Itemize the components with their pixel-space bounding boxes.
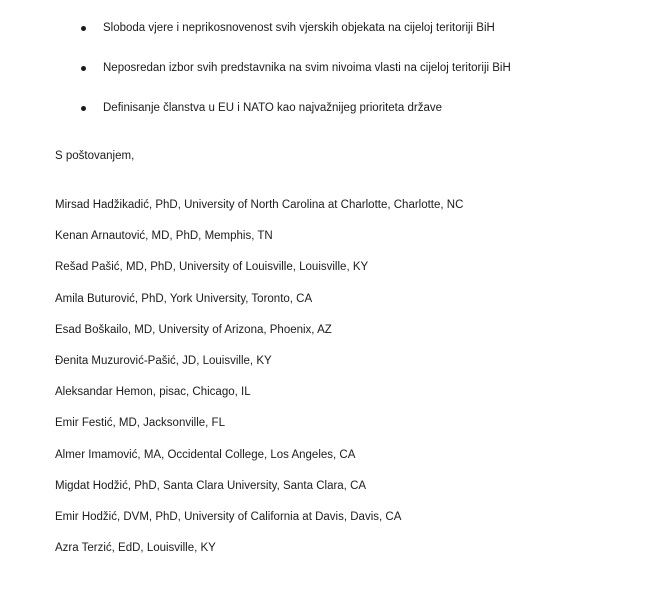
signatory-line: Aleksandar Hemon, pisac, Chicago, IL (55, 386, 251, 399)
signatory-line: Mirsad Hadžikadić, PhD, University of North Carolina at Charlotte, Charlotte, NC (55, 199, 464, 211)
signatory-line: Esad Boškailo, MD, University of Arizona, Phoenix, AZ (55, 323, 332, 336)
signatory-line: Amila Buturović, PhD, York University, Toronto, CA (55, 292, 313, 305)
closing-salutation: S poštovanjem, (55, 150, 135, 162)
bullet-item (0, 58, 650, 78)
bullet-text: Neposredan izbor svih predstavnika na svim nivoima vlasti na cijeloj teritoriji BiH (103, 62, 511, 74)
bullet-item (0, 98, 650, 118)
demands-bullet-list (0, 18, 650, 138)
bullet-dot-icon (81, 26, 86, 31)
bullet-dot-icon (81, 106, 86, 111)
signatory-line: Đenita Muzurović-Pašić, JD, Louisville, KY (55, 354, 272, 367)
signatory-line: Rešad Pašić, MD, PhD, University of Louisville, Louisville, KY (55, 261, 369, 274)
bullet-dot-icon (81, 66, 86, 71)
signatory-line: Kenan Arnautović, MD, PhD, Memphis, TN (55, 230, 273, 243)
signatory-list (55, 195, 463, 569)
signatory-line: Migdat Hodžić, PhD, Santa Clara University, Santa Clara, CA (55, 479, 367, 492)
bullet-text: Definisanje članstva u EU i NATO kao najvažnijeg prioriteta države (103, 102, 442, 114)
bullet-item (0, 18, 650, 38)
signatory-line: Almer Imamović, MA, Occidental College, Los Angeles, CA (55, 448, 356, 461)
signatory-line: Emir Festić, MD, Jacksonville, FL (55, 417, 225, 430)
bullet-text: Sloboda vjere i neprikosnovenost svih vjerskih objekata na cijeloj teritoriji BiH (103, 22, 495, 34)
signatory-line: Emir Hodžić, DVM, PhD, University of California at Davis, Davis, CA (55, 510, 402, 523)
signatory-line: Azra Terzić, EdD, Louisville, KY (55, 542, 216, 555)
